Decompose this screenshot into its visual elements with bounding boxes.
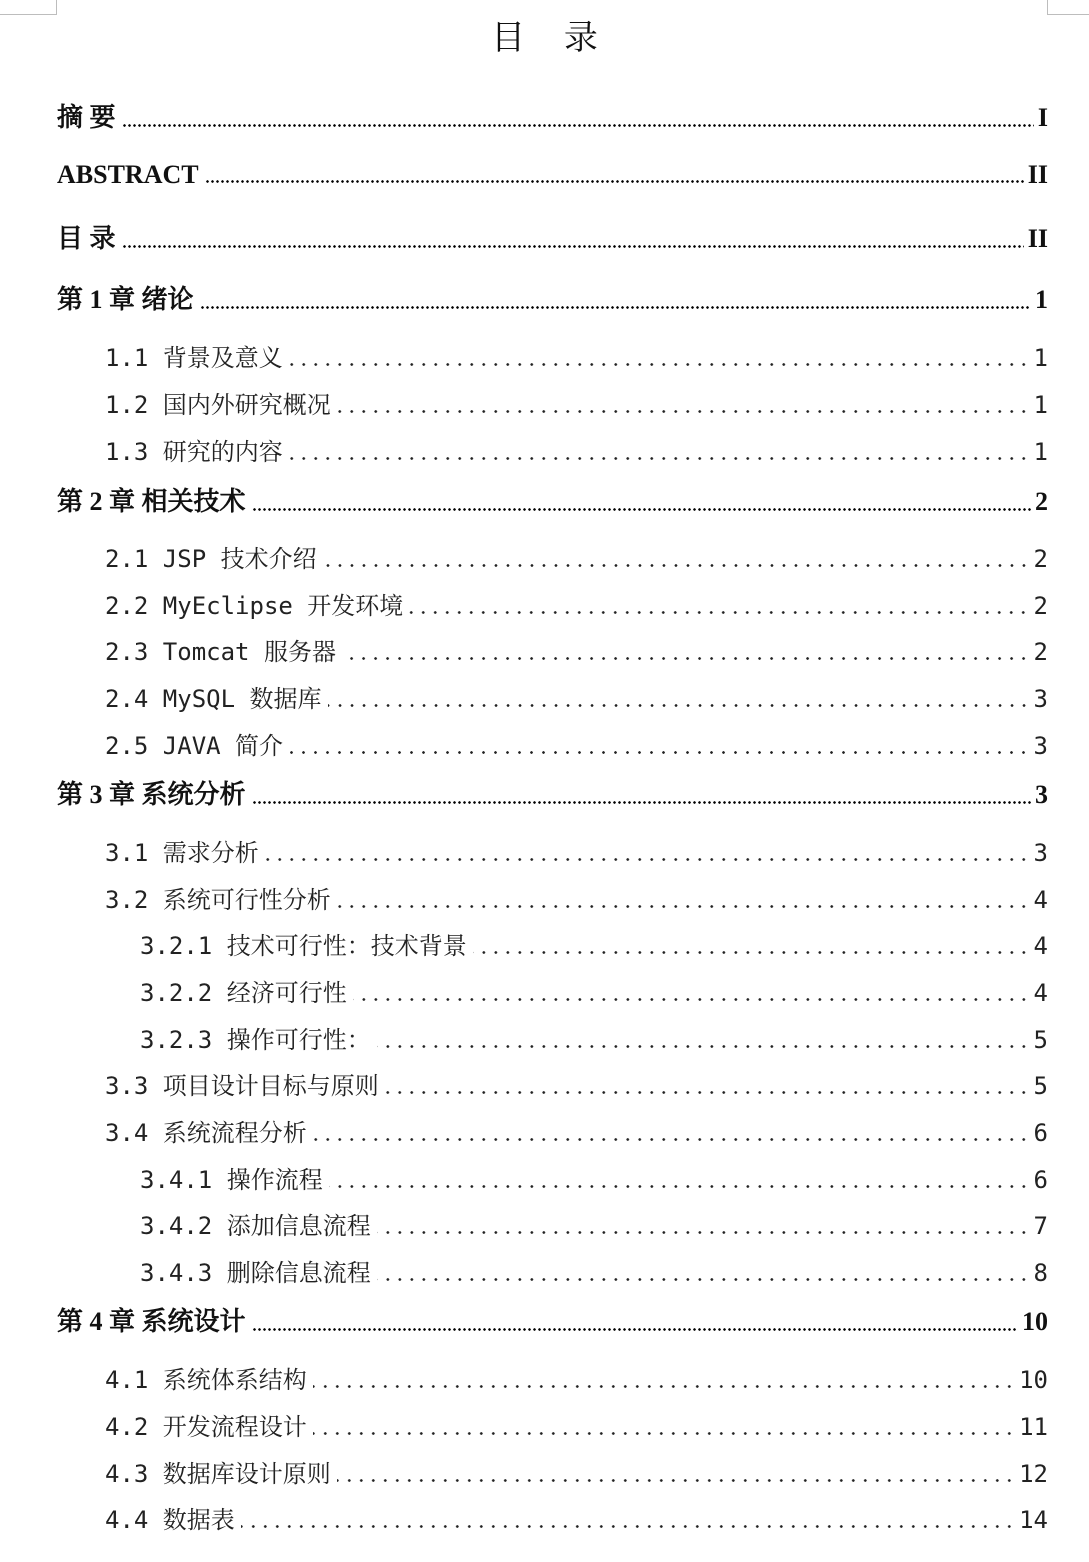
toc-entry-label: 3.4.1 操作流程 — [140, 1166, 323, 1194]
dot-leader — [377, 1045, 1030, 1048]
toc-entry-page-number: 5 — [1033, 1026, 1048, 1054]
toc-entry-page-number: 8 — [1033, 1259, 1048, 1287]
toc-entry-page-number: 3 — [1033, 839, 1048, 867]
toc-entry[interactable] — [105, 1113, 1048, 1148]
toc-entry[interactable] — [105, 1500, 1048, 1535]
toc-entry-page-number: 10 — [1019, 1366, 1048, 1394]
toc-entry-page-number: 1 — [1033, 344, 1048, 372]
toc-entry-label: 3.4.3 删除信息流程 — [140, 1259, 371, 1287]
toc-entry[interactable] — [105, 1066, 1048, 1101]
toc-entry-page-number: 1 — [1033, 391, 1048, 419]
toc-entry[interactable] — [57, 160, 1048, 190]
toc-entry[interactable] — [105, 586, 1048, 621]
dot-leader — [289, 457, 1030, 460]
toc-entry-label: 目 录 — [57, 224, 116, 253]
toc-entry-label: 1.3 研究的内容 — [105, 438, 283, 466]
page-title: 目 录 — [491, 18, 612, 58]
dot-leader — [337, 905, 1030, 908]
toc-entry[interactable] — [140, 926, 1048, 961]
toc-entry-page-number: 2 — [1033, 545, 1048, 573]
toc-entry-page-number: 2 — [1033, 592, 1048, 620]
toc-entry[interactable] — [57, 97, 1048, 134]
toc-entry-page-number: 3 — [1035, 780, 1048, 809]
toc-entry-page-number: 4 — [1033, 979, 1048, 1007]
dot-leader — [385, 1091, 1030, 1094]
dot-leader — [323, 564, 1030, 567]
toc-entry[interactable] — [105, 338, 1048, 373]
dot-leader — [328, 704, 1030, 707]
dot-leader — [377, 1278, 1030, 1281]
toc-entry-label: 2.5 JAVA 简介 — [105, 732, 284, 760]
toc-entry-label: 2.2 MyEclipse 开发环境 — [105, 592, 404, 620]
dot-leader — [122, 124, 1034, 127]
toc-entry-page-number: 2 — [1035, 487, 1048, 516]
dot-leader — [241, 1525, 1015, 1528]
dot-leader — [409, 611, 1029, 614]
dot-leader — [252, 508, 1031, 511]
toc-entry-page-number: 2 — [1033, 638, 1048, 666]
dot-leader — [377, 1231, 1030, 1234]
toc-entry[interactable] — [105, 1454, 1048, 1489]
dot-leader — [265, 858, 1030, 861]
toc-entry-label: 4.1 系统体系结构 — [105, 1366, 307, 1394]
toc-entry-page-number: 6 — [1033, 1119, 1048, 1147]
toc-entry-page-number: 1 — [1035, 285, 1048, 314]
dot-leader — [473, 951, 1030, 954]
dot-leader — [342, 657, 1030, 660]
toc-entry-label: 1.2 国内外研究概况 — [105, 391, 331, 419]
toc-entry[interactable] — [105, 632, 1048, 667]
toc-entry[interactable] — [105, 432, 1048, 467]
toc-entry-page-number: 1 — [1033, 438, 1048, 466]
toc-entry[interactable] — [57, 774, 1048, 811]
toc-entry-label: 3.2.3 操作可行性： — [140, 1026, 371, 1054]
toc-entry-page-number: 4 — [1033, 886, 1048, 914]
dot-leader — [252, 1328, 1018, 1331]
crop-mark-top-left — [47, 0, 57, 15]
toc-entry-label: 3.2.2 经济可行性 — [140, 979, 347, 1007]
toc-entry-label: 第 2 章 相关技术 — [57, 487, 246, 516]
toc-entry[interactable] — [105, 880, 1048, 915]
toc-entry-label: 2.3 Tomcat 服务器 — [105, 638, 336, 666]
dot-leader — [313, 1385, 1015, 1388]
toc-entry[interactable] — [105, 1360, 1048, 1395]
dot-leader — [313, 1138, 1030, 1141]
toc-entry-page-number: 12 — [1019, 1460, 1048, 1488]
toc-entry-label: 4.2 开发流程设计 — [105, 1413, 307, 1441]
toc-entry[interactable] — [57, 481, 1048, 518]
toc-entry-page-number: 3 — [1033, 732, 1048, 760]
toc-entry-page-number: 11 — [1019, 1413, 1048, 1441]
toc-entry-label: 第 1 章 绪论 — [57, 285, 194, 314]
toc-entry-label: 3.4.2 添加信息流程 — [140, 1212, 371, 1240]
toc-entry-label: 3.2.1 技术可行性：技术背景 — [140, 932, 467, 960]
toc-entry[interactable] — [57, 1301, 1048, 1338]
toc-entry[interactable] — [105, 539, 1048, 574]
toc-entry[interactable] — [140, 1206, 1048, 1241]
toc-entry-page-number: 14 — [1019, 1506, 1048, 1534]
toc-entry[interactable] — [57, 279, 1048, 316]
dot-leader — [122, 245, 1024, 248]
toc-entry-label: 摘 要 — [57, 103, 116, 132]
toc-entry-label: 3.1 需求分析 — [105, 839, 259, 867]
toc-entry-page-number: 3 — [1033, 685, 1048, 713]
toc-entry[interactable] — [105, 726, 1048, 761]
toc-entry-label: 第 4 章 系统设计 — [57, 1307, 246, 1336]
toc-entry[interactable] — [105, 833, 1048, 868]
toc-entry-label: 1.1 背景及意义 — [105, 344, 283, 372]
toc-entry-label: 3.4 系统流程分析 — [105, 1119, 307, 1147]
toc-entry-label: 2.4 MySQL 数据库 — [105, 685, 322, 713]
toc-entry-page-number: 7 — [1033, 1212, 1048, 1240]
toc-entry-page-number: II — [1027, 160, 1048, 189]
toc-entry[interactable] — [105, 679, 1048, 714]
toc-entry-page-number: 4 — [1033, 932, 1048, 960]
crop-mark-top-right — [1047, 0, 1089, 15]
dot-leader — [329, 1185, 1030, 1188]
toc-entry-label: 第 3 章 系统分析 — [57, 780, 246, 809]
dot-leader — [289, 363, 1030, 366]
toc-entry-label: 3.2 系统可行性分析 — [105, 886, 331, 914]
dot-leader — [252, 801, 1031, 804]
dot-leader — [205, 180, 1024, 183]
toc-entry-label: 4.3 数据库设计原则 — [105, 1460, 331, 1488]
toc-entry-label: 3.3 项目设计目标与原则 — [105, 1072, 379, 1100]
dot-leader — [337, 410, 1030, 413]
toc-entry-label: 4.4 数据表 — [105, 1506, 235, 1534]
toc-entry[interactable] — [105, 1407, 1048, 1442]
toc-entry[interactable] — [57, 218, 1048, 255]
dot-leader — [313, 1432, 1015, 1435]
toc-entry-page-number: 5 — [1033, 1072, 1048, 1100]
toc-entry[interactable] — [140, 1160, 1048, 1195]
dot-leader — [353, 998, 1030, 1001]
dot-leader — [200, 306, 1031, 309]
dot-leader — [337, 1479, 1015, 1482]
toc-entry[interactable] — [140, 1253, 1048, 1288]
toc-entry[interactable] — [105, 385, 1048, 420]
toc-entry-page-number: II — [1027, 224, 1048, 253]
toc-entry[interactable] — [140, 973, 1048, 1008]
toc-entry-page-number: 10 — [1022, 1307, 1048, 1336]
toc-entry-label: 2.1 JSP 技术介绍 — [105, 545, 317, 573]
toc-entry-label: ABSTRACT — [57, 160, 199, 189]
toc-entry[interactable] — [140, 1020, 1048, 1055]
dot-leader — [289, 751, 1030, 754]
toc-entry-page-number: I — [1037, 103, 1048, 132]
toc-entry-page-number: 6 — [1033, 1166, 1048, 1194]
